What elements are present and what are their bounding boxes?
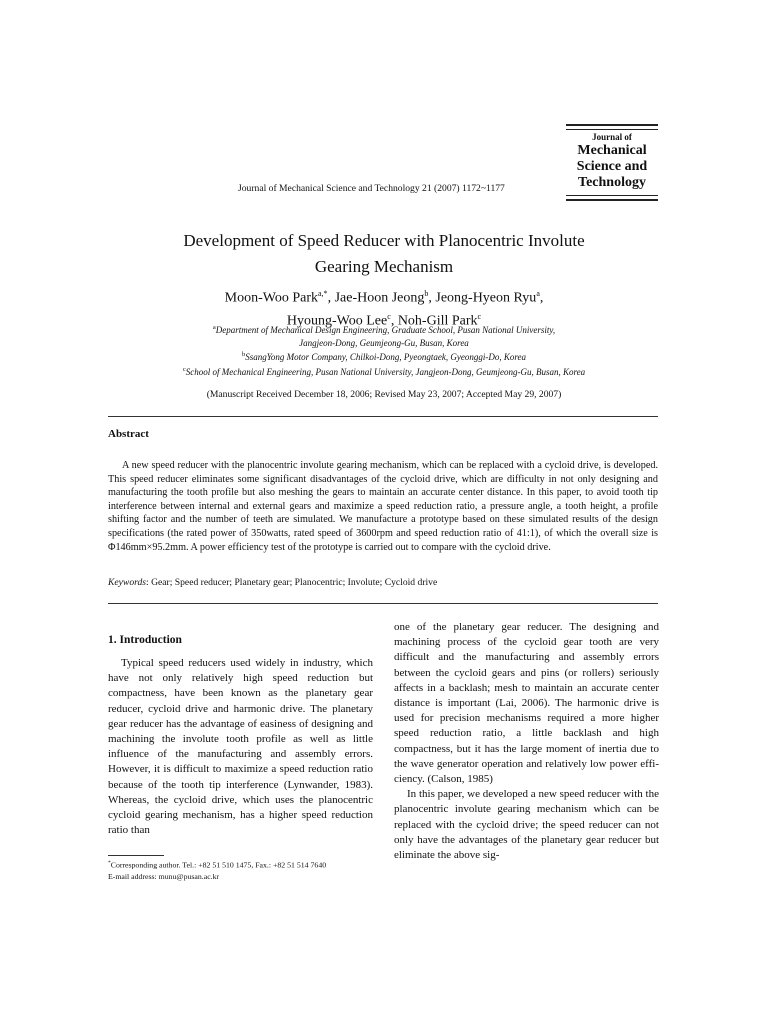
- author-separator: ,: [539, 290, 544, 306]
- footnote: [108, 858, 378, 882]
- affiliation-text: Department of Mechanical Design Engineering, Graduate School, Pusan National University,: [215, 325, 556, 335]
- affiliation-a-address: Jangjeon-Dong, Geumjeong-Gu, Busan, Korea: [299, 337, 469, 348]
- keywords-text: : Gear; Speed reducer; Planetary gear; Planocentric; Involute; Cycloid drive: [146, 577, 438, 588]
- paper-title: [100, 228, 668, 280]
- right-column: [394, 620, 659, 863]
- author-name: Hyoung-Woo Lee: [286, 313, 388, 329]
- title-line-2: Gearing Mechanism: [314, 257, 454, 276]
- affiliation-text: SsangYong Motor Company, Chilkoi-Dong, Pyeongtaek, Gyeonggi-Do, Korea: [245, 352, 527, 362]
- logo-line-4: Technology: [578, 175, 646, 190]
- journal-citation: Journal of Mechanical Science and Technology 21 (2007) 1172~1177: [238, 183, 505, 194]
- divider-bottom: [108, 603, 658, 604]
- intro-paragraph-1: Typical speed reducers used widely in industry, which have not only relatively high speed reduction but compactness, have been known as the planetary gear reducer, cycloid drive and harmonic drive. The planetary gear reducer has the advantage of easiness of designing and machining the involute tooth profile as well as little influence of the manufacturing and assembly errors. However, it is difficult to maximize a speed reduction ratio because of the tooth tip interference (Lynwander, 1983). Whereas, the cycloid drive, which uses the planocentric cycloid gearing mechanism, has a higher speed reduction ratio than: [108, 657, 373, 837]
- author-mark: c: [477, 311, 482, 321]
- footnote-contact: Corresponding author. Tel.: +82 51 510 1475, Fax.: +82 51 514 7640: [110, 860, 327, 870]
- title-line-1: Development of Speed Reducer with Planocentric Involute: [183, 231, 585, 250]
- author-mark: a: [536, 289, 540, 298]
- author-mark: b: [424, 289, 429, 298]
- footnote-rule: [108, 855, 164, 856]
- author-mark: a,*: [318, 289, 328, 298]
- author-mark: c: [387, 311, 391, 321]
- affiliations: [110, 322, 658, 378]
- affiliation-a: [110, 322, 658, 337]
- logo-line-3: Science and: [576, 159, 648, 174]
- affiliation-mark: a: [212, 324, 216, 331]
- authors-line-1: [100, 285, 668, 308]
- author-name: , Jeong-Hyeon Ryu: [428, 290, 537, 306]
- manuscript-dates: (Manuscript Received December 18, 2006; Revised May 23, 2007; Accepted May 29, 2007): [206, 389, 562, 400]
- logo-line-1: Journal of: [592, 132, 632, 142]
- affiliation-b: [110, 349, 658, 364]
- affiliation-mark: c: [182, 365, 186, 373]
- left-column: [108, 656, 373, 838]
- logo-line-2: Mechanical: [577, 143, 647, 158]
- footnote-mark: *: [108, 860, 111, 866]
- affiliation-c: [110, 364, 658, 379]
- footnote-line-2: E-mail address: munu@pusan.ac.kr: [108, 871, 220, 881]
- intro-paragraph-1-continued: one of the planetary gear reducer. The designing and machining process of the cycloid gear tooth are very difficult and the manufacturing and assembly errors between the cycloid gears and pins (or rollers) seriously affects in a backlash; mesh to maintain an accurate center distance is important (Lai, 2006). The harmonic drive is used for precision mechanisms required a more higher speed reduction ratio, a little backlash and high compactness, but it has the large moment of inertia due to the wave generator operation and relatively low power effi-ciency. (Calson, 1985): [394, 621, 659, 786]
- keywords-label: Keywords: [108, 577, 147, 588]
- affiliation-text: School of Mechanical Engineering, Pusan National University, Jangjeon-Dong, Geumjeong-Gu, Busan, Korea: [185, 366, 586, 377]
- abstract-heading: Abstract: [108, 428, 149, 440]
- journal-logo: [566, 124, 658, 201]
- author-name: , Jae-Hoon Jeong: [327, 290, 425, 306]
- intro-paragraph-2: In this paper, we developed a new speed reducer with the planocentric involute gearing mechanism which can be replaced with the cycloid drive; the speed reducer can not only have the advantages of the planetary gear reducer but eliminate the above sig-: [394, 788, 659, 862]
- keywords: [108, 577, 658, 588]
- footnote-line-1: [108, 858, 378, 871]
- logo-rule-top: [566, 124, 658, 130]
- logo-rule-bottom: [566, 195, 658, 201]
- divider-top: [108, 416, 658, 417]
- section-heading-introduction: 1. Introduction: [108, 634, 182, 646]
- author-name: , Noh-Gill Park: [390, 313, 478, 329]
- abstract-text: A new speed reducer with the planocentric involute gearing mechanism, which can be replaced with a cycloid drive, is developed. This speed reducer eliminates some significant disadvantages of the cycloid drive, which are difficulty in not only designing and manufacturing the tooth profile but also meshing the gears to maintain an accurate center distance. In this paper, to avoid tooth tip interference between internal and external gears and maximize a speed reduction ratio, a pressure angle, a tooth height, a profile shifting factor and the number of teeth are simulated. We manufacture a prototype based on these simulated results of the design specifications (the rated power of 350watts, rated speed of 3600rpm and speed reduction ratio of 41:1), of which the overall size is Φ146mm×95.2mm. A power efficiency test of the prototype is carried out to compare with the cycloid drive.: [108, 460, 658, 553]
- affiliation-mark: b: [241, 351, 246, 358]
- author-name: Moon-Woo Park: [224, 290, 318, 306]
